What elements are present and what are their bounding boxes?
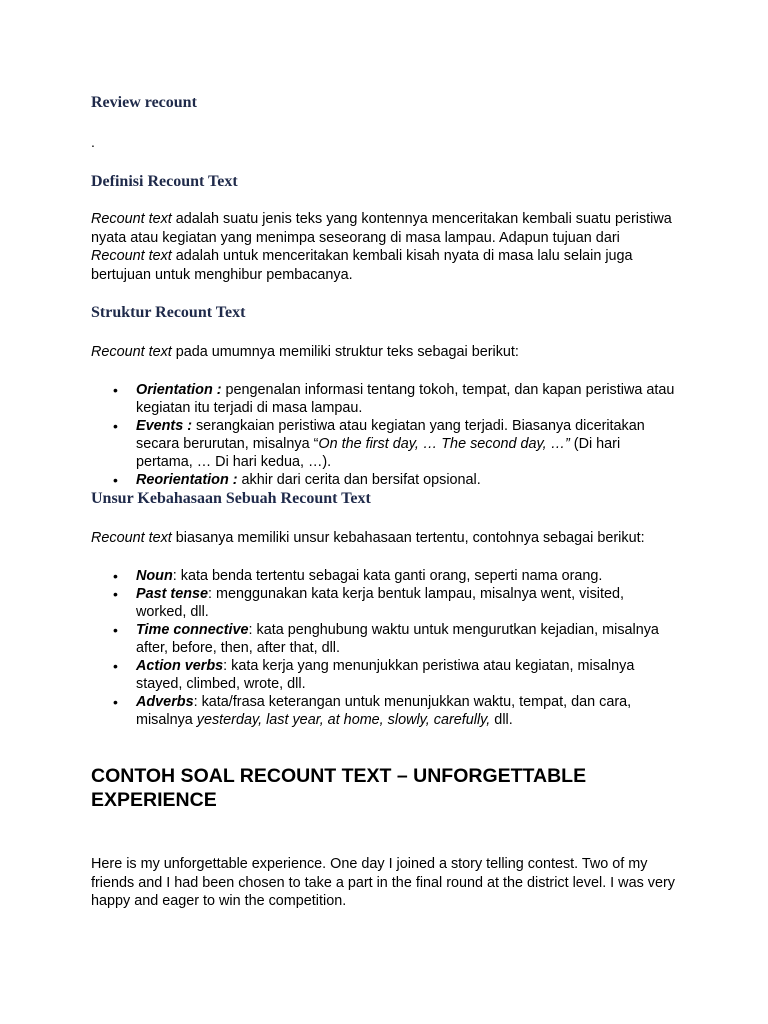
- list-item: • Adverbs: kata/frasa keterangan untuk menunjukkan waktu, tempat, dan cara, misalnya yesterday, last year, at home, slowly, carefully, dll.: [91, 693, 676, 729]
- contoh-paragraph: Here is my unforgettable experience. One day I joined a story telling contest. Two of my friends and I had been chosen to take a part in the final round at the district level. I was very happy and eager to win the competition.: [91, 856, 675, 909]
- list-item: • Events : serangkaian peristiwa atau kegiatan yang terjadi. Biasanya diceritakan secara berurutan, misalnya “On the first day, … The second day, …” (Di hari pertama, … Di hari kedua, …).: [91, 417, 676, 471]
- unsur-intro: Recount text biasanya memiliki unsur kebahasaan tertentu, contohnya sebagai berikut:: [91, 530, 645, 546]
- list-item: • Orientation : pengenalan informasi tentang tokoh, tempat, dan kapan peristiwa atau kegiatan itu terjadi di masa lampau.: [91, 381, 676, 417]
- list-item: • Noun: kata benda tertentu sebagai kata ganti orang, seperti nama orang.: [91, 567, 676, 585]
- list-item: • Time connective: kata penghubung waktu untuk mengurutkan kejadian, misalnya after, before, then, after that, dll.: [91, 621, 676, 657]
- list-item: • Action verbs: kata kerja yang menunjukkan peristiwa atau kegiatan, misalnya stayed, climbed, wrote, dll.: [91, 657, 676, 693]
- review-heading: Review recount: [91, 94, 197, 111]
- list-item: • Reorientation : akhir dari cerita dan bersifat opsional.: [91, 471, 676, 489]
- definisi-paragraph: Recount text adalah suatu jenis teks yang kontennya menceritakan kembali suatu peristiwa nyata atau kegiatan yang menimpa seseorang di masa lampau. Adapun tujuan dari Recount text adalah untuk menceritakan kembali kisah nyata di masa lalu selain juga bertujuan untuk menghibur pembacanya.: [91, 211, 672, 283]
- struktur-list: [91, 381, 676, 489]
- dot-line: .: [91, 134, 95, 150]
- unsur-list: [91, 567, 676, 729]
- struktur-intro: Recount text pada umumnya memiliki struktur teks sebagai berikut:: [91, 344, 519, 360]
- contoh-title: CONTOH SOAL RECOUNT TEXT – UNFORGETTABLE EXPERIENCE: [91, 765, 587, 811]
- definisi-heading: Definisi Recount Text: [91, 173, 238, 190]
- list-item: • Past tense: menggunakan kata kerja bentuk lampau, misalnya went, visited, worked, dll.: [91, 585, 676, 621]
- struktur-heading: Struktur Recount Text: [91, 304, 246, 321]
- unsur-heading: Unsur Kebahasaan Sebuah Recount Text: [91, 490, 371, 507]
